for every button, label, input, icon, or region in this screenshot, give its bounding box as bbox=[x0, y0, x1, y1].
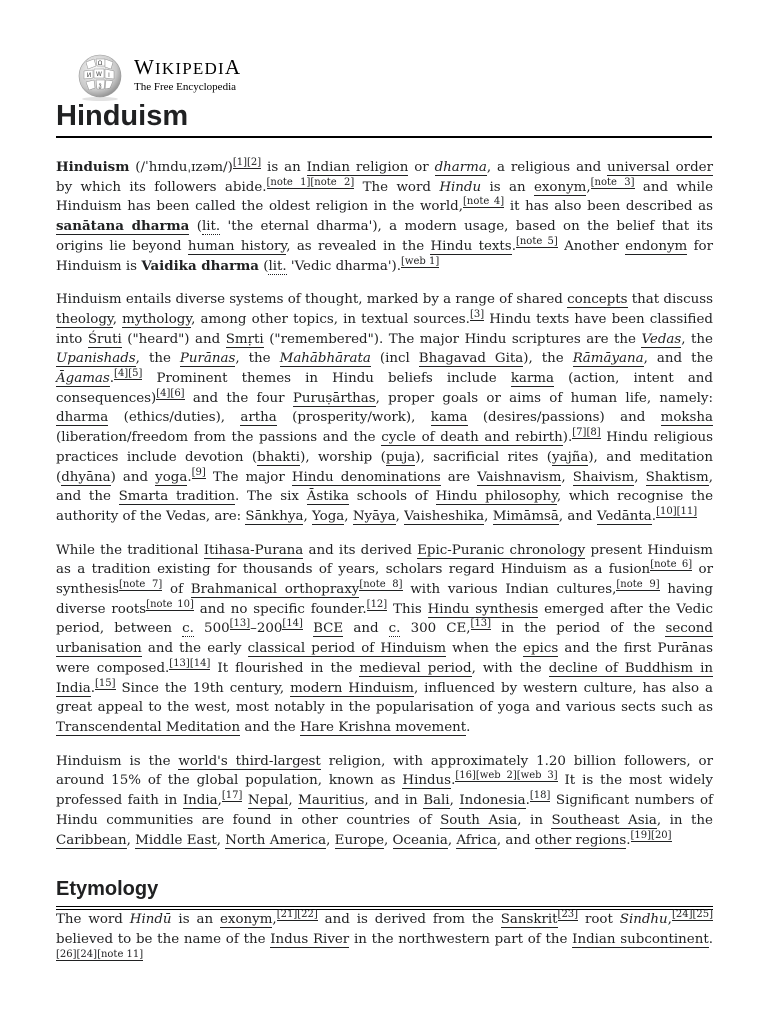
link-nyaya[interactable]: Nyāya bbox=[352, 508, 396, 524]
link-sanskrit[interactable]: Sanskrit bbox=[500, 912, 558, 928]
link-yajna[interactable]: yajña bbox=[552, 449, 589, 465]
etymology-paragraph: The word Hindū is an exonym,[21][22] and is derived from the Sanskrit[23] root Sindhu,[24][25] believed to be the name of the Indus River in the northwestern part of the Indian subcontinent.[26][24][note 11] bbox=[56, 909, 714, 960]
link-universal-order[interactable]: universal order bbox=[607, 160, 713, 175]
link-puja[interactable]: puja bbox=[385, 449, 416, 465]
link-vaishnavism[interactable]: Vaishnavism bbox=[477, 469, 562, 485]
link-puranas[interactable]: Purānas bbox=[179, 351, 236, 367]
link-hindu-texts[interactable]: Hindu texts bbox=[430, 238, 512, 254]
link-bce[interactable]: BCE bbox=[313, 621, 344, 637]
site-tagline: The Free Encyclopedia bbox=[134, 81, 237, 93]
wikipedia-globe-logo[interactable] bbox=[74, 53, 126, 101]
link-endonym[interactable]: endonym bbox=[625, 238, 688, 254]
link-concepts[interactable]: concepts bbox=[567, 292, 628, 308]
link-mimamsa[interactable]: Mimāmsā bbox=[492, 508, 559, 524]
link-exonym-2[interactable]: exonym bbox=[219, 912, 273, 928]
link-north-america[interactable]: North America bbox=[225, 832, 327, 848]
link-exonym[interactable]: exonym bbox=[533, 179, 587, 195]
lead-paragraph-3: While the traditional Itihasa-Purana and its derived Epic-Puranic chronology present Hinduism as a tradition existing for thousands of years, scholars regard Hinduism as a fusion[note 6] or synthesis[note 7] of Brahmanical orthopraxy[note 8] with various Indian cultures,[note 9] having diverse roots[note 10] and no specific founder.[12] This Hindu synthesis emerged after the Vedic period, between c. 500[13]–200[14] BCE and c. 300 CE,[13] in the period of the second urbanisation and the early classical period of Hinduism when the epics and the first Purānas were composed.[13][14] It flourished in the medieval period, with the decline of Buddhism in India.[15] Since the 19th century, modern Hinduism, influenced by western culture, has also a great appeal to the west, most notably in the popularisation of yoga and various sects such as Transcendental Meditation and the Hare Krishna movement. bbox=[56, 542, 714, 735]
link-sankhya[interactable]: Sānkhya bbox=[245, 508, 304, 524]
link-human-history[interactable]: human history bbox=[187, 238, 287, 254]
link-cycle-of-death-and-rebirth[interactable]: cycle of death and rebirth bbox=[381, 430, 563, 446]
link-south-asia[interactable]: South Asia bbox=[440, 812, 518, 828]
link-purusarthas[interactable]: Puruṣārthas bbox=[292, 390, 376, 406]
link-indian-religion[interactable]: Indian religion bbox=[306, 160, 409, 175]
page-title: Hinduism bbox=[56, 96, 712, 138]
link-bhakti[interactable]: bhakti bbox=[257, 449, 301, 465]
link-classical-period-of-hinduism[interactable]: classical period of Hinduism bbox=[247, 641, 447, 657]
lead-paragraph-4: Hinduism is the world's third-largest religion, with approximately 1.20 billion followers, or around 15% of the global population, known as Hindus.[16][web 2][web 3] It is the most widely professed faith in India,[17] Nepal, Mauritius, and in Bali, Indonesia.[18] Significant numbers of Hindu communities are found in other countries of South Asia, in Southeast Asia, in the Caribbean, Middle East, North America, Europe, Oceania, Africa, and other regions.[19][20] bbox=[56, 753, 714, 848]
svg-text:ვ: ვ bbox=[98, 82, 102, 89]
link-shaivism[interactable]: Shaivism bbox=[572, 469, 635, 485]
link-vedanta[interactable]: Vedānta bbox=[596, 508, 652, 524]
link-hindus[interactable]: Hindus bbox=[402, 773, 452, 789]
svg-text:W: W bbox=[96, 71, 102, 78]
article-body bbox=[56, 158, 713, 983]
link-shaktism[interactable]: Shaktism bbox=[645, 469, 709, 485]
link-indian-subcontinent[interactable]: Indian subcontinent bbox=[572, 931, 709, 947]
link-nepal[interactable]: Nepal bbox=[247, 793, 289, 809]
svg-text:И: И bbox=[86, 72, 92, 79]
link-ramayana[interactable]: Rāmāyana bbox=[572, 351, 644, 367]
link-africa[interactable]: Africa bbox=[456, 832, 497, 848]
section-heading-etymology: Etymology bbox=[56, 874, 713, 910]
link-yoga-school[interactable]: Yoga bbox=[312, 508, 345, 524]
link-middle-east[interactable]: Middle East bbox=[135, 832, 217, 848]
link-hare-krishna-movement[interactable]: Hare Krishna movement bbox=[299, 719, 467, 735]
svg-text:ا: ا bbox=[108, 72, 110, 79]
link-bhagavad-gita[interactable]: Bhagavad Gita bbox=[418, 351, 524, 367]
link-hindu-denominations[interactable]: Hindu denominations bbox=[291, 469, 441, 485]
link-medieval-period[interactable]: medieval period bbox=[359, 660, 472, 676]
pronunciation[interactable]: /ˈhɪnduˌɪzəm/ bbox=[140, 160, 228, 175]
lead-paragraph-1: Hinduism (/ˈhɪnduˌɪzəm/)[1][2] is an Indian religion or dharma, a religious and universal order by which its followers abide.[note 1][note 2] The word Hindu is an exonym,[note 3] and while Hinduism has been called the oldest religion in the world,[note 4] it has also been described as sanātana dharma (lit. 'the eternal dharma'), a modern usage, based on the belief that its origins lie beyond human history, as revealed in the Hindu texts.[note 5] Another endonym for Hinduism is Vaidika dharma (lit. 'Vedic dharma').[web 1] bbox=[56, 157, 713, 274]
link-bali[interactable]: Bali bbox=[423, 793, 450, 809]
link-transcendental-meditation[interactable]: Transcendental Meditation bbox=[56, 719, 241, 735]
lead-paragraph-2: Hinduism entails diverse systems of thought, marked by a range of shared concepts that discuss theology, mythology, among other topics, in textual sources.[3] Hindu texts have been classified into Śruti ("heard") and Smṛti ("remembered"). The major Hindu scriptures are the Vedas, the Upanishads, the Purānas, the Mahābhārata (incl Bhagavad Gita), the Rāmāyana, and the Āgamas.[4][5] Prominent themes in Hindu beliefs include karma (action, intent and consequences)[4][6] and the four Puruṣārthas, proper goals or aims of human life, namely: dharma (ethics/duties), artha (prosperity/work), kama (desires/passions) and moksha (liberation/freedom from the passions and the cycle of death and rebirth).[7][8] Hindu religious practices include devotion (bhakti), worship (puja), sacrificial rites (yajña), and meditation (dhyāna) and yoga.[9] The major Hindu denominations are Vaishnavism, Shaivism, Shaktism, and the Smarta tradition. The six Āstika schools of Hindu philosophy, which recognise the authority of the Vedas, are: Sānkhya, Yoga, Nyāya, Vaisheshika, Mimāmsā, and Vedānta.[10][11] bbox=[56, 292, 713, 524]
link-worlds-third-largest[interactable]: world's third-largest bbox=[178, 753, 321, 769]
link-dharma[interactable]: dharma bbox=[434, 160, 487, 175]
link-decline-of-buddhism-in-india[interactable]: decline of Buddhism in India bbox=[56, 660, 713, 696]
link-indonesia[interactable]: Indonesia bbox=[459, 793, 526, 809]
link-southeast-asia[interactable]: Southeast Asia bbox=[551, 812, 657, 828]
link-other-regions[interactable]: other regions bbox=[534, 832, 627, 848]
site-name: WIKIPEDIA bbox=[134, 55, 242, 79]
link-astika[interactable]: Āstika bbox=[306, 489, 350, 505]
link-artha[interactable]: artha bbox=[240, 410, 277, 426]
link-europe[interactable]: Europe bbox=[334, 832, 385, 848]
link-hindu-synthesis[interactable]: Hindu synthesis bbox=[427, 601, 539, 617]
link-brahmanical-orthopraxy[interactable]: Brahmanical orthopraxy bbox=[190, 582, 360, 598]
link-upanishads[interactable]: Upanishads bbox=[56, 351, 136, 367]
link-moksha[interactable]: moksha bbox=[660, 410, 713, 426]
link-oceania[interactable]: Oceania bbox=[392, 832, 448, 848]
link-india[interactable]: India bbox=[182, 793, 218, 809]
link-mauritius[interactable]: Mauritius bbox=[298, 793, 365, 809]
link-dhyana[interactable]: dhyāna bbox=[61, 469, 111, 485]
link-itihasa-purana[interactable]: Itihasa-Purana bbox=[203, 542, 304, 558]
link-mythology[interactable]: mythology bbox=[122, 311, 192, 327]
link-epics[interactable]: epics bbox=[523, 641, 559, 657]
link-agamas[interactable]: Āgamas bbox=[56, 371, 110, 387]
link-theology[interactable]: theology bbox=[56, 311, 113, 327]
link-vaisheshika[interactable]: Vaisheshika bbox=[404, 508, 485, 524]
link-second-urbanisation[interactable]: second urbanisation bbox=[56, 621, 714, 657]
link-karma[interactable]: karma bbox=[510, 371, 554, 387]
link-smrti[interactable]: Smṛti bbox=[225, 331, 264, 347]
link-yoga[interactable]: yoga bbox=[155, 469, 188, 485]
link-vedas[interactable]: Vedas bbox=[641, 331, 682, 347]
link-indus-river[interactable]: Indus River bbox=[270, 931, 350, 947]
wikipedia-wordmark[interactable] bbox=[134, 56, 241, 93]
link-dharma-ethics[interactable]: dharma bbox=[56, 410, 109, 426]
svg-text:Ω: Ω bbox=[97, 60, 103, 67]
link-kama[interactable]: kama bbox=[430, 410, 468, 426]
link-sanatana-dharma[interactable]: sanātana dharma bbox=[56, 218, 190, 235]
link-sruti[interactable]: Śruti bbox=[87, 331, 122, 347]
link-smarta-tradition[interactable]: Smarta tradition bbox=[118, 489, 235, 505]
link-mahabharata[interactable]: Mahābhārata bbox=[279, 351, 371, 367]
link-caribbean[interactable]: Caribbean bbox=[56, 832, 127, 848]
link-modern-hinduism[interactable]: modern Hinduism bbox=[290, 680, 414, 696]
link-hindu-philosophy[interactable]: Hindu philosophy bbox=[435, 489, 557, 505]
link-epic-puranic-chronology[interactable]: Epic-Puranic chronology bbox=[417, 542, 586, 558]
